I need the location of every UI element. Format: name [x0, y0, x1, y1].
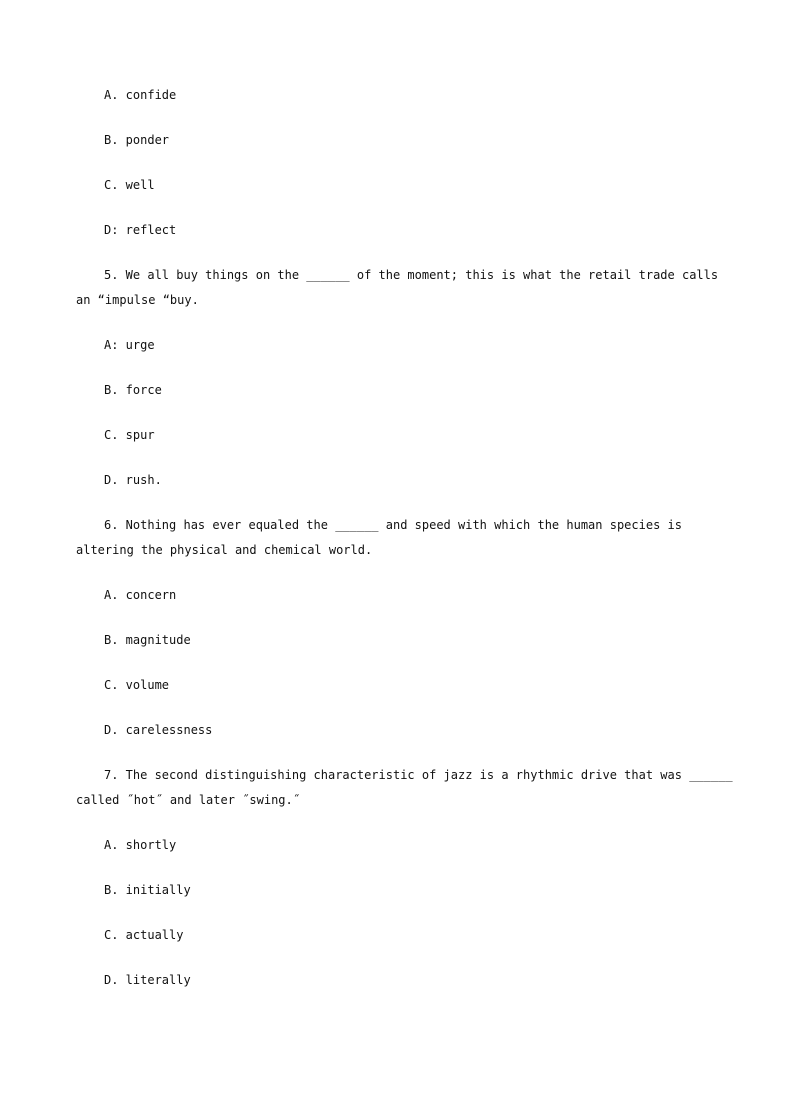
option-a: A. concern — [104, 588, 177, 602]
option-c: C. volume — [104, 678, 170, 692]
option-d: D: reflect — [104, 223, 177, 237]
option-c: C. well — [104, 178, 155, 192]
question-7-line-2: called ˝hot˝ and later ˝swing.˝ — [76, 793, 300, 807]
question-6-line-1: 6. Nothing has ever equaled the ______ and speed with which the human species is — [104, 518, 682, 532]
option-a: A: urge — [104, 338, 155, 352]
option-b: B. ponder — [104, 133, 170, 147]
option-b: B. magnitude — [104, 633, 191, 647]
option-d: D. literally — [104, 973, 191, 987]
question-7-line-1: 7. The second distinguishing characteristic of jazz is a rhythmic drive that was ______ — [104, 768, 733, 782]
option-c: C. spur — [104, 428, 155, 442]
question-5-line-2: an “impulse “buy. — [76, 293, 199, 307]
option-a: A. shortly — [104, 838, 177, 852]
option-c: C. actually — [104, 928, 184, 942]
question-6-line-2: altering the physical and chemical world. — [76, 543, 373, 557]
option-b: B. force — [104, 383, 162, 397]
option-a: A. confide — [104, 88, 177, 102]
question-5-line-1: 5. We all buy things on the ______ of the moment; this is what the retail trade calls — [104, 268, 719, 282]
option-b: B. initially — [104, 883, 191, 897]
option-d: D. carelessness — [104, 723, 213, 737]
option-d: D. rush. — [104, 473, 162, 487]
